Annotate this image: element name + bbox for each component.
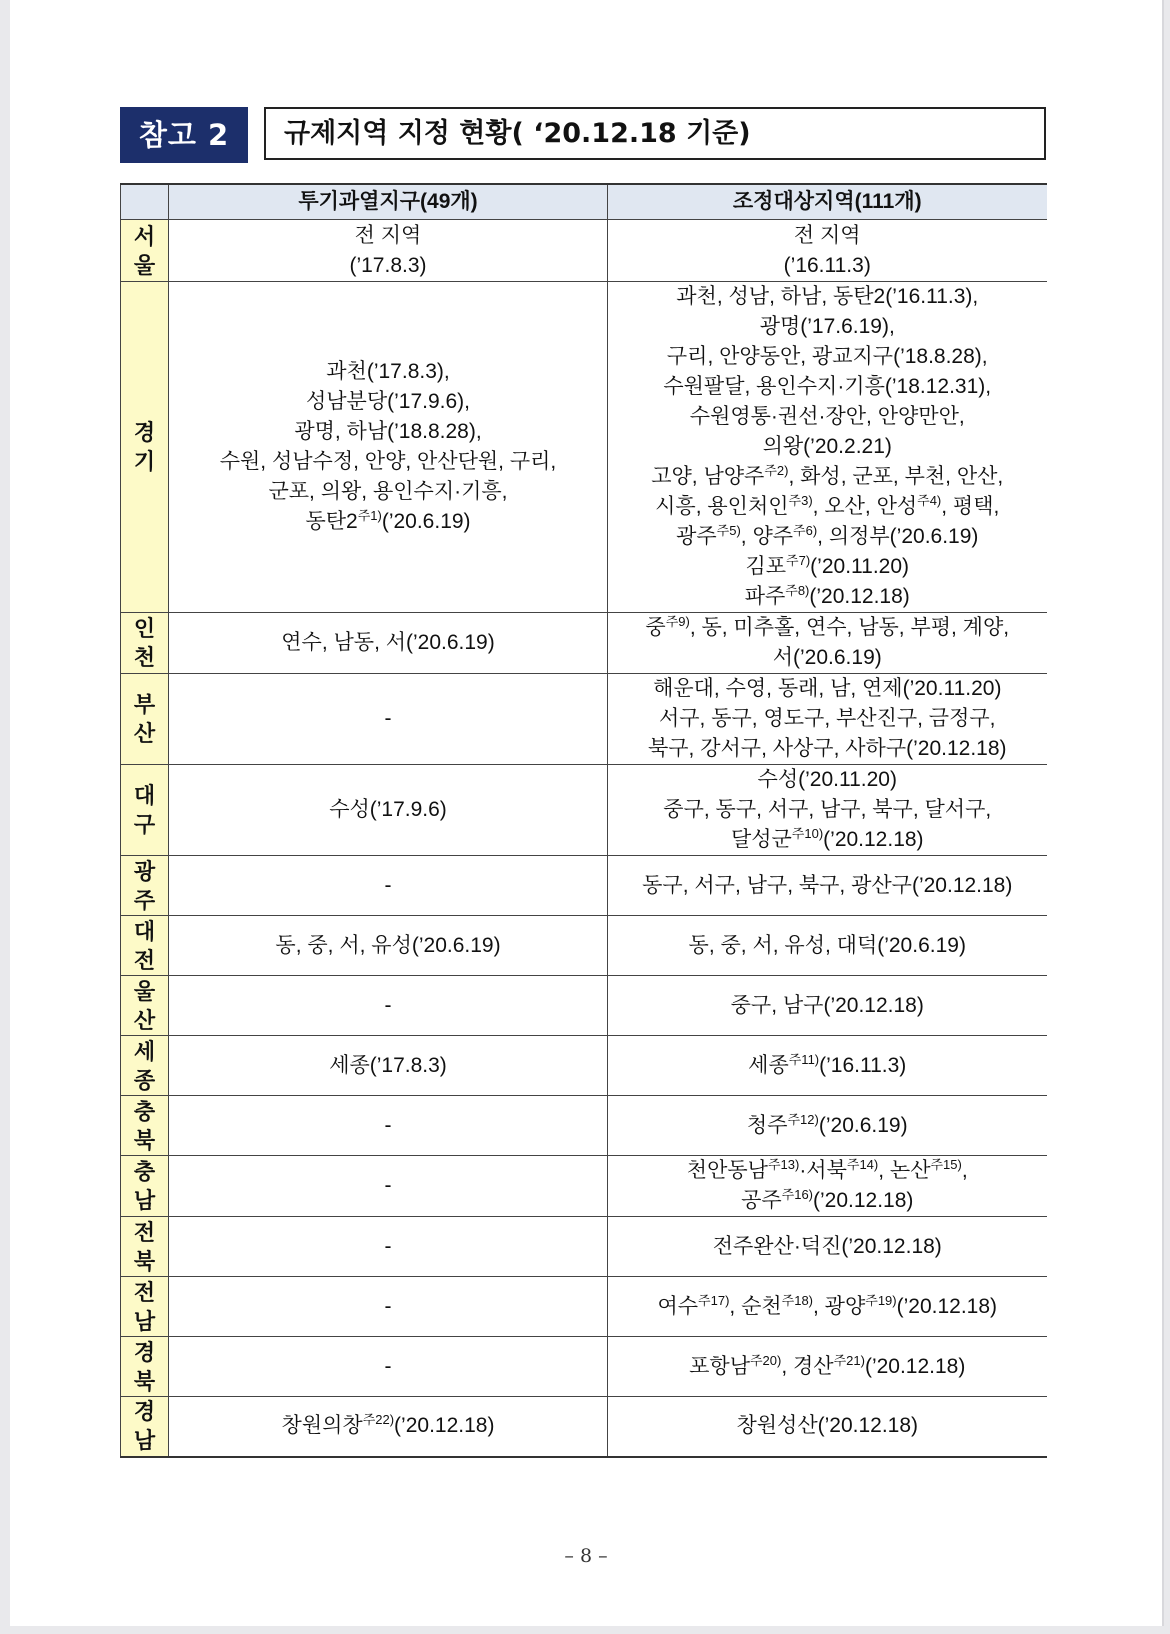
region-cell xyxy=(121,856,169,916)
region-cell xyxy=(121,1217,169,1277)
cell-line: 천안동남$^{주13)}$·서북$^{주14)}$, 논산$^{주15)}$, xyxy=(686,1157,968,1182)
adjustment-zone-cell xyxy=(608,1156,1047,1217)
cell-line: 파주$^{주8)}$(’20.12.18) xyxy=(744,583,910,608)
adjustment-zone-cell xyxy=(608,976,1047,1036)
speculation-zone-cell xyxy=(169,1217,608,1277)
table-row xyxy=(121,765,1047,856)
region-cell xyxy=(121,674,169,765)
speculation-zone-cell xyxy=(169,1096,608,1156)
cell-line: - xyxy=(384,1294,392,1318)
cell-line: 수원팔달, 용인수지·기흥(’18.12.31), xyxy=(663,375,992,398)
region-cell xyxy=(121,1036,169,1096)
table-row xyxy=(121,1337,1047,1397)
table-row xyxy=(121,976,1047,1036)
cell-line: 동구, 서구, 남구, 북구, 광산구(’20.12.18) xyxy=(642,873,1013,897)
region-label: 인천 xyxy=(133,616,156,670)
table-row xyxy=(121,1397,1047,1457)
document-page xyxy=(10,0,1164,1626)
cell-line: 광명(’17.6.19), xyxy=(759,315,895,338)
cell-line: 시흥, 용인처인$^{주3)}$, 오산, 안성$^{주4)}$, 평택, xyxy=(655,493,1000,518)
cell-line: 중구, 남구(’20.12.18) xyxy=(730,993,924,1017)
speculation-zone-cell xyxy=(169,1337,608,1397)
cell-line: 세종$^{주11)}$(’16.11.3) xyxy=(748,1051,907,1077)
speculation-zone-cell xyxy=(169,856,608,916)
reference-tag: 참고 2 xyxy=(120,107,248,163)
adjustment-zone-cell xyxy=(608,1397,1047,1457)
table-row xyxy=(121,220,1047,282)
page-number: – 8 – xyxy=(564,1545,608,1567)
speculation-zone-cell xyxy=(169,765,608,856)
cell-line: 광명, 하남(’18.8.28), xyxy=(294,420,482,443)
cell-line: - xyxy=(384,1354,392,1378)
region-cell xyxy=(121,1156,169,1217)
region-label: 경북 xyxy=(133,1339,156,1394)
cell-line: 해운대, 수영, 동래, 남, 연제(’20.11.20) xyxy=(653,677,1002,700)
cell-line: 여수$^{주17)}$, 순천$^{주18)}$, 광양$^{주19)}$(’20.12.18) xyxy=(657,1292,998,1318)
cell-line: 북구, 강서구, 사상구, 사하구(’20.12.18) xyxy=(647,737,1007,760)
cell-line: - xyxy=(384,707,392,730)
table-row xyxy=(121,1096,1047,1156)
cell-line: (’17.8.3) xyxy=(349,253,427,277)
region-cell xyxy=(121,1337,169,1397)
adjustment-zone-cell xyxy=(608,220,1047,282)
document-title: 규제지역 지정 현황( ‘20.12.18 기준) xyxy=(264,107,1046,160)
cell-line: 수성(’17.9.6) xyxy=(329,798,447,821)
region-label: 광주 xyxy=(133,858,156,913)
cell-line: 성남분당(’17.9.6), xyxy=(305,390,471,413)
adjustment-zone-cell xyxy=(608,856,1047,916)
cell-line: 서구, 동구, 영도구, 부산진구, 금정구, xyxy=(658,707,996,730)
region-cell xyxy=(121,916,169,976)
adjustment-zone-cell xyxy=(608,916,1047,976)
cell-line: 과천(’17.8.3), xyxy=(326,360,450,383)
region-cell xyxy=(121,976,169,1036)
cell-line: - xyxy=(384,1174,392,1197)
adjustment-zone-cell xyxy=(608,282,1047,613)
region-label: 울산 xyxy=(133,978,156,1033)
cell-line: 청주$^{주12)}$(’20.6.19) xyxy=(746,1111,908,1137)
region-cell xyxy=(121,282,169,613)
cell-line: 의왕(’20.2.21) xyxy=(762,435,892,458)
region-label: 대전 xyxy=(133,918,156,973)
adjustment-zone-cell xyxy=(608,613,1047,674)
speculation-zone-header: 투기과열지구(49개) xyxy=(169,184,608,220)
cell-line: 서(’20.6.19) xyxy=(772,646,882,669)
table-row xyxy=(121,1217,1047,1277)
cell-line: - xyxy=(384,873,392,897)
cell-line: 군포, 의왕, 용인수지·기흥, xyxy=(268,480,508,503)
region-label: 경기 xyxy=(133,420,156,474)
speculation-zone-cell xyxy=(169,976,608,1036)
cell-line: 광주$^{주5)}$, 양주$^{주6)}$, 의정부(’20.6.19) xyxy=(676,523,979,548)
cell-line: 동, 중, 서, 유성, 대덕(’20.6.19) xyxy=(688,933,966,957)
cell-line: 달성군$^{주10)}$(’20.12.18) xyxy=(730,826,924,851)
speculation-zone-cell xyxy=(169,1397,608,1457)
cell-line: 고양, 남양주$^{주2)}$, 화성, 군포, 부천, 안산, xyxy=(651,463,1004,488)
speculation-zone-cell xyxy=(169,916,608,976)
region-cell xyxy=(121,613,169,674)
cell-line: 중$^{주9)}$, 동, 미추홀, 연수, 남동, 부평, 계양, xyxy=(645,614,1010,639)
cell-line: - xyxy=(384,1113,392,1137)
table-body xyxy=(121,220,1047,1457)
region-label: 전북 xyxy=(133,1219,156,1274)
adjustment-zone-cell xyxy=(608,1036,1047,1096)
table-row xyxy=(121,1036,1047,1096)
cell-line: 과천, 성남, 하남, 동탄2(’16.11.3), xyxy=(676,285,979,308)
cell-line: 전주완산·덕진(’20.12.18) xyxy=(712,1234,942,1258)
region-cell xyxy=(121,1397,169,1457)
cell-line: 구리, 안양동안, 광교지구(’18.8.28), xyxy=(666,345,988,368)
cell-line: 연수, 남동, 서(’20.6.19) xyxy=(281,631,495,654)
region-label: 경남 xyxy=(133,1399,156,1454)
cell-line: - xyxy=(384,1234,392,1258)
table-row xyxy=(121,282,1047,613)
table-row xyxy=(121,856,1047,916)
region-label: 부산 xyxy=(133,692,156,746)
region-label: 충북 xyxy=(133,1098,156,1153)
cell-line: - xyxy=(384,993,392,1017)
region-cell xyxy=(121,220,169,282)
region-label: 세종 xyxy=(133,1038,156,1093)
cell-line: 수원, 성남수정, 안양, 안산단원, 구리, xyxy=(219,450,557,473)
speculation-zone-cell xyxy=(169,1277,608,1337)
speculation-zone-cell xyxy=(169,674,608,765)
adjustment-zone-cell xyxy=(608,1337,1047,1397)
cell-line: 전 지역 xyxy=(793,223,861,247)
cell-line: 김포$^{주7)}$(’20.11.20) xyxy=(745,553,910,578)
speculation-zone-cell xyxy=(169,1036,608,1096)
cell-line: 동, 중, 서, 유성(’20.6.19) xyxy=(275,933,501,957)
region-cell xyxy=(121,765,169,856)
cell-line: 중구, 동구, 서구, 남구, 북구, 달서구, xyxy=(663,798,992,821)
region-header-cell xyxy=(121,184,169,220)
table-row xyxy=(121,613,1047,674)
table-row xyxy=(121,1277,1047,1337)
table-row xyxy=(121,674,1047,765)
region-label: 충남 xyxy=(133,1159,156,1213)
region-cell xyxy=(121,1277,169,1337)
region-cell xyxy=(121,1096,169,1156)
cell-line: 공주$^{주16)}$(’20.12.18) xyxy=(741,1187,914,1212)
cell-line: 창원의창$^{주22)}$(’20.12.18) xyxy=(281,1412,495,1438)
cell-line: 동탄$2^{주1)}(’20.6.19)$ xyxy=(305,508,471,533)
table-header-row xyxy=(121,184,1047,220)
adjustment-zone-cell xyxy=(608,1277,1047,1337)
speculation-zone-cell xyxy=(169,282,608,613)
cell-line: 전 지역 xyxy=(354,223,422,247)
region-label: 서울 xyxy=(133,223,156,278)
region-label: 대구 xyxy=(133,783,156,837)
cell-line: 세종(’17.8.3) xyxy=(329,1053,447,1077)
adjustment-zone-cell xyxy=(608,765,1047,856)
cell-line: 수성(’20.11.20) xyxy=(757,768,897,791)
speculation-zone-cell xyxy=(169,613,608,674)
cell-line: (’16.11.3) xyxy=(783,253,871,277)
adjustment-zone-cell xyxy=(608,1096,1047,1156)
speculation-zone-cell xyxy=(169,220,608,282)
cell-line: 창원성산(’20.12.18) xyxy=(736,1414,919,1438)
regulated-areas-table xyxy=(120,183,1047,1458)
cell-line: 포항남$^{주20)}$, 경산$^{주21)}$(’20.12.18) xyxy=(689,1352,966,1378)
adjustment-zone-cell xyxy=(608,1217,1047,1277)
cell-line: 수원영통·권선·장안, 안양만안, xyxy=(689,405,965,428)
speculation-zone-cell xyxy=(169,1156,608,1217)
table-row xyxy=(121,1156,1047,1217)
table-row xyxy=(121,916,1047,976)
region-label: 전남 xyxy=(133,1279,156,1334)
adjustment-zone-header: 조정대상지역(111개) xyxy=(608,184,1047,220)
adjustment-zone-cell xyxy=(608,674,1047,765)
